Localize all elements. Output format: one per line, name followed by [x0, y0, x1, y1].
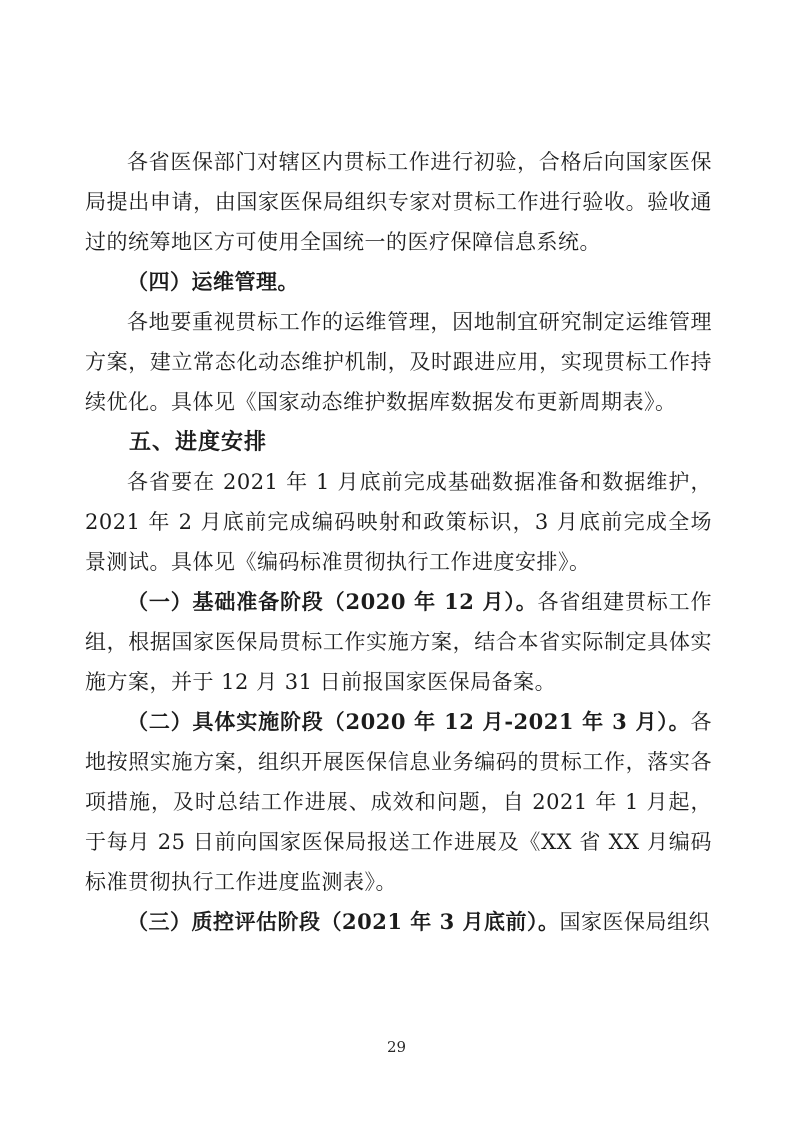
section-heading-operations-maintenance: （四）运维管理。	[127, 269, 299, 294]
chapter-heading-schedule: 五、进度安排	[129, 429, 268, 454]
paragraph-stage-preparation	[85, 582, 712, 702]
stage-heading-implementation: （二）具体实施阶段（2020 年 12 月-2021 年 3 月）。	[127, 709, 691, 734]
document-body	[85, 142, 712, 942]
page-number: 29	[386, 1038, 407, 1056]
stage-heading-preparation: （一）基础准备阶段（2020 年 12 月）。	[127, 589, 538, 614]
stage-heading-quality-control: （三）质控评估阶段（2021 年 3 月底前）。	[127, 909, 560, 934]
paragraph-stage-implementation	[85, 702, 712, 902]
paragraph-stage-quality-control	[85, 902, 712, 942]
stage-text-implementation: 各地按照实施方案，组织开展医保信息业务编码的贯标工作，落实各项措施，及时总结工作进展、成效和问题，自 2021 年 1 月起，于每月 25 日前向国家医保局报送工作进展及《XX 省 XX 月编码标准贯彻执行工作进度监测表》。	[85, 710, 712, 894]
paragraph-acceptance: 各省医保部门对辖区内贯标工作进行初验，合格后向国家医保局提出申请，由国家医保局组织专家对贯标工作进行验收。验收通过的统筹地区方可使用全国统一的医疗保障信息系统。	[85, 150, 712, 254]
stage-text-preparation: 各省组建贯标工作组，根据国家医保局贯标工作实施方案，结合本省实际制定具体实施方案，并于 12 月 31 日前报国家医保局备案。	[85, 590, 712, 694]
paragraph-operations-maintenance: 各地要重视贯标工作的运维管理，因地制宜研究制定运维管理方案，建立常态化动态维护机制，及时跟进应用，实现贯标工作持续优化。具体见《国家动态维护数据库数据发布更新周期表》。	[85, 310, 712, 414]
stage-text-quality-control: 国家医保局组织	[559, 910, 710, 934]
paragraph-schedule-overview: 各省要在 2021 年 1 月底前完成基础数据准备和数据维护，2021 年 2 月底前完成编码映射和政策标识，3 月底前完成全场景测试。具体见《编码标准贯彻执行工作进度安排》。	[85, 470, 712, 574]
